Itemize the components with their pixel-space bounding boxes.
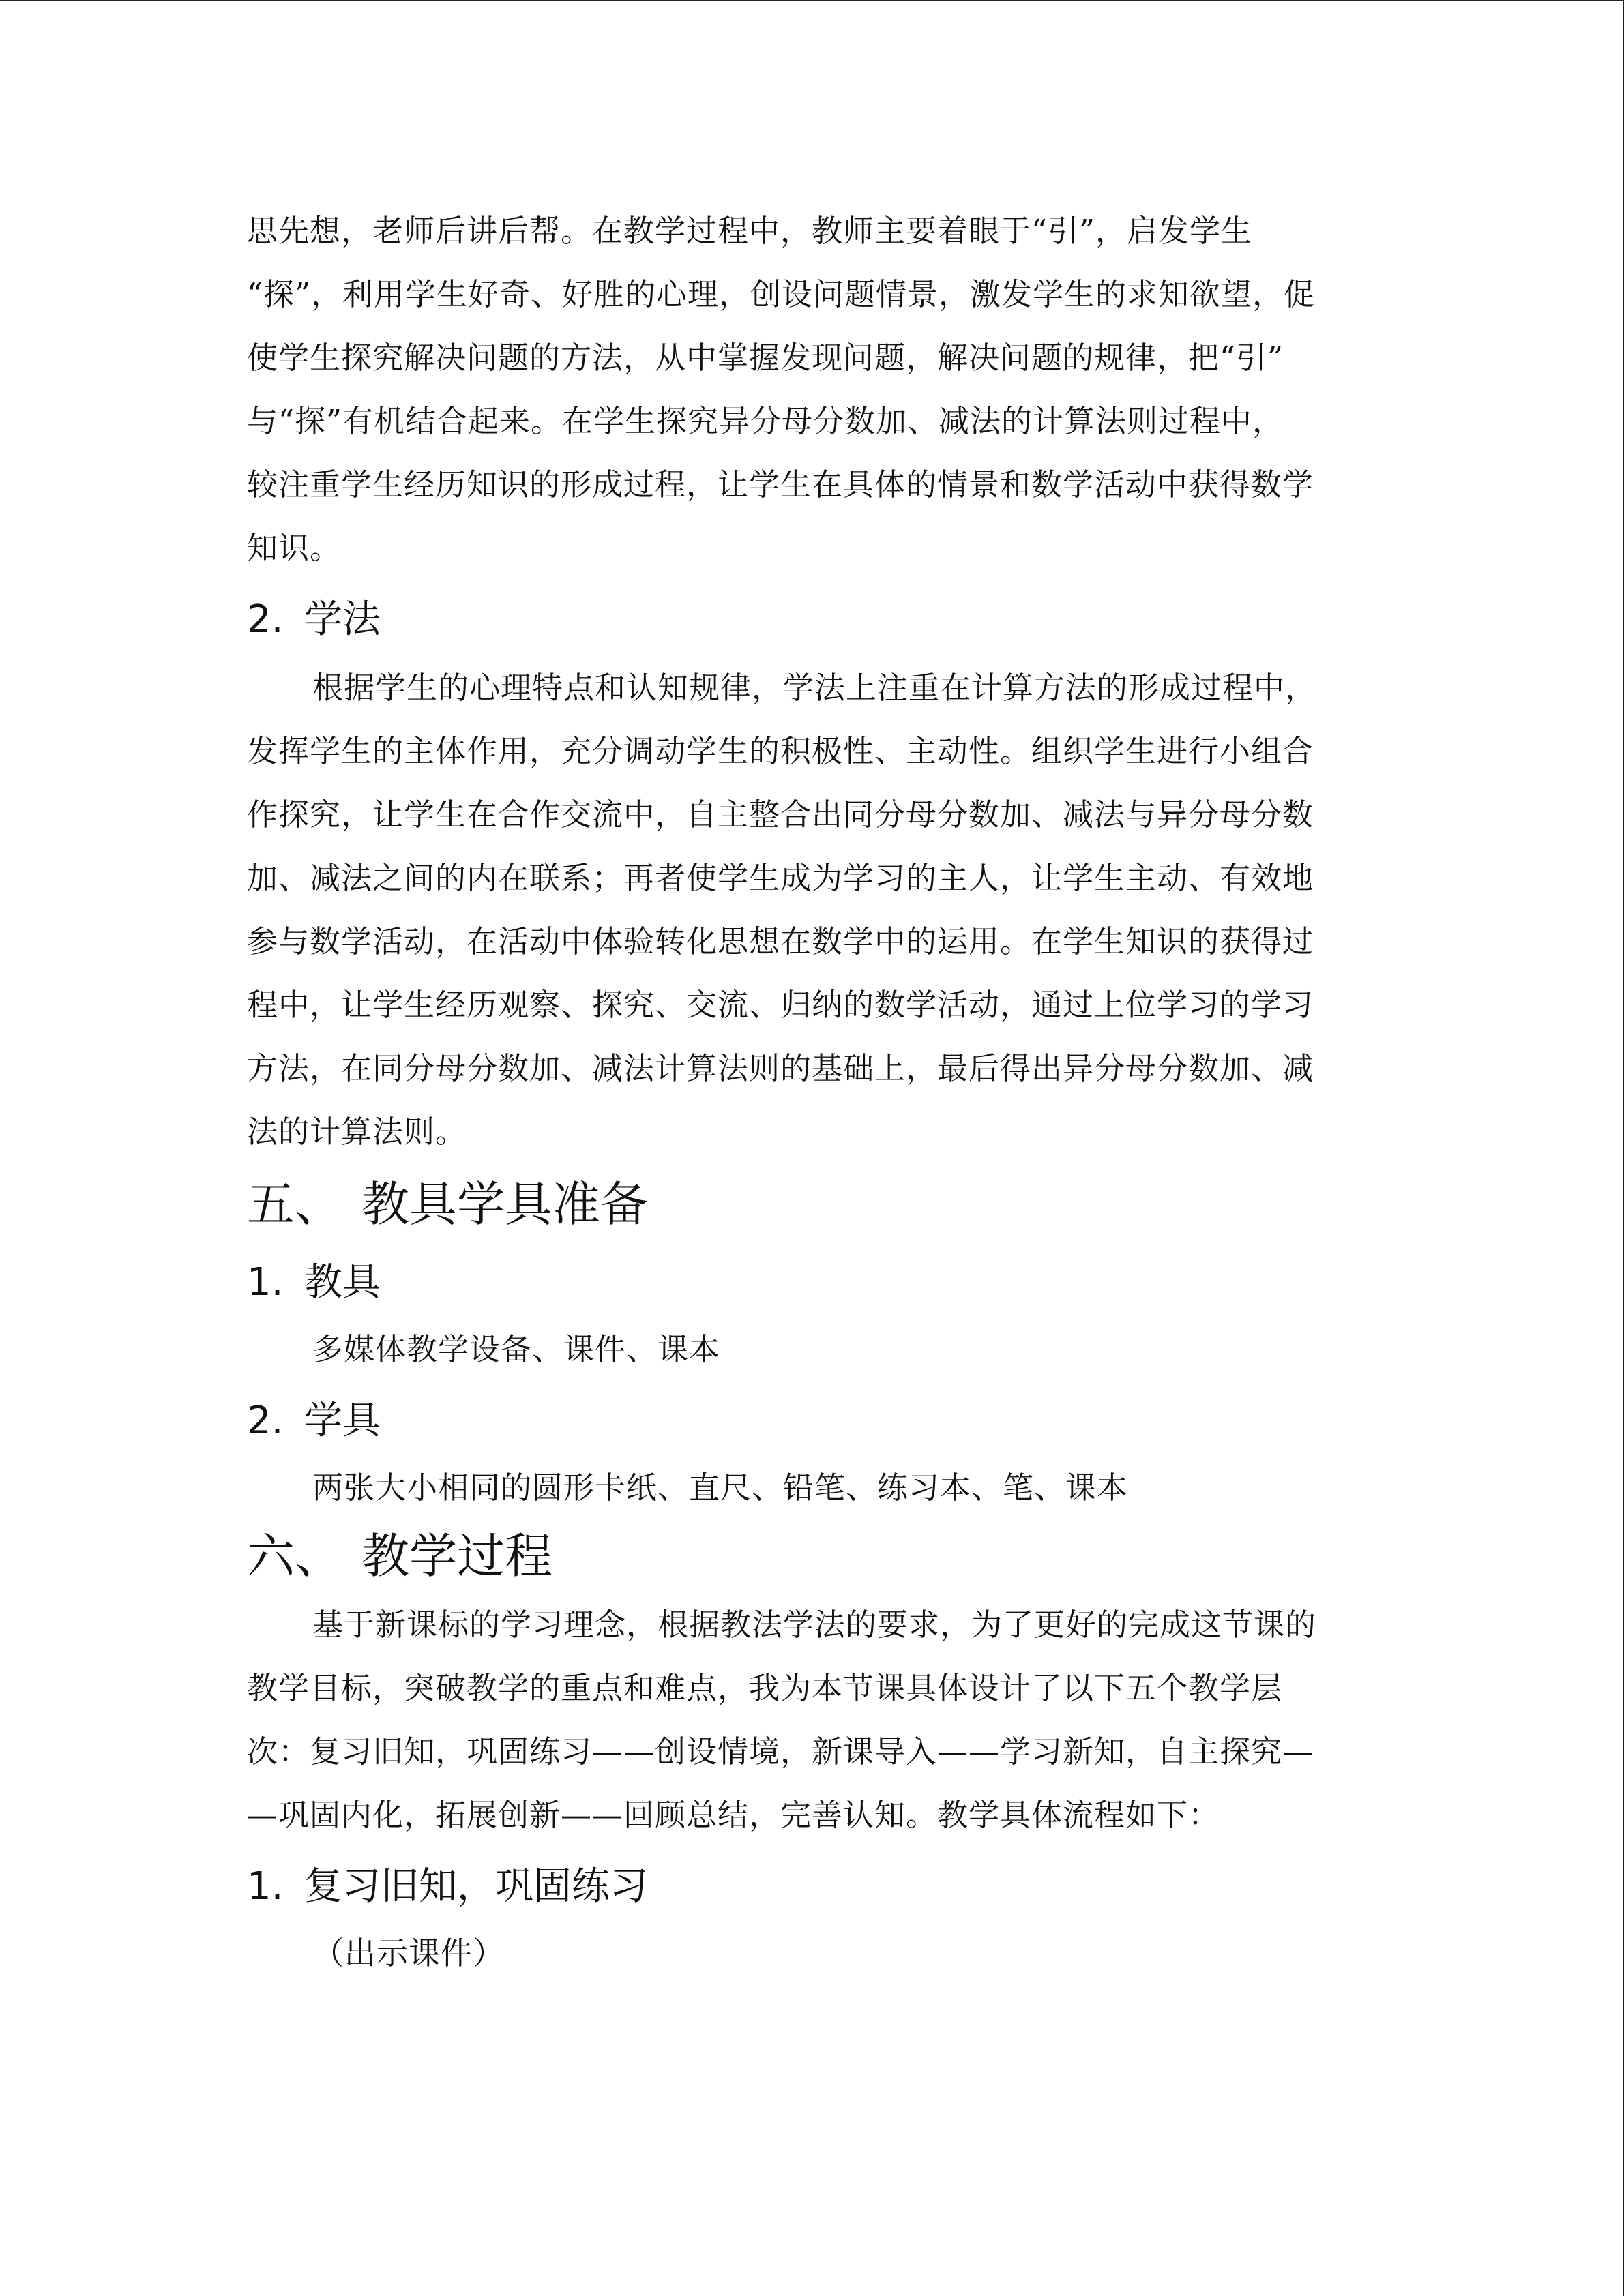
xuefa-line: 根据学生的心理特点和认知规律，学法上注重在计算方法的形成过程中， [312, 670, 1317, 706]
section6-number: 六、 [247, 1528, 342, 1584]
xueju-title: 学具 [304, 1399, 381, 1443]
xuefa-line: 参与数学活动，在活动中体验转化思想在数学中的运用。在学生知识的获得过 [247, 923, 1314, 959]
section5-heading [247, 1170, 1379, 1238]
section6-line: 次：复习旧知，巩固练习——创设情境，新课导入——学习新知，自主探究— [247, 1733, 1314, 1770]
xuefa-line: 程中，让学生经历观察、探究、交流、归纳的数学活动，通过上位学习的学习 [247, 987, 1314, 1023]
xuefa-heading [247, 588, 1379, 652]
section6-heading [247, 1522, 1379, 1590]
xuefa-line: 方法，在同分母分数加、减法计算法则的基础上，最后得出异分母分数加、减 [247, 1050, 1314, 1086]
jiaoju-title: 教具 [304, 1260, 381, 1304]
intro-line: 使学生探究解决问题的方法，从中掌握发现问题，解决问题的规律，把“引” [247, 340, 1284, 376]
jiaoju-text: 多媒体教学设备、课件、课本 [312, 1331, 721, 1367]
section5-number: 五、 [247, 1176, 342, 1232]
intro-line: 思先想，老师后讲后帮。在教学过程中，教师主要着眼于“引”，启发学生 [247, 213, 1253, 249]
jiaoju-heading [247, 1251, 1379, 1315]
step1-heading [247, 1855, 1379, 1919]
xuefa-line: 作探究，让学生在合作交流中，自主整合出同分母分数加、减法与异分母分数 [247, 796, 1314, 833]
xuefa-line: 加、减法之间的内在联系；再者使学生成为学习的主人，让学生主动、有效地 [247, 860, 1314, 896]
intro-line: 与“探”有机结合起来。在学生探究异分母分数加、减法的计算法则过程中， [247, 403, 1284, 439]
intro-line: “探”，利用学生好奇、好胜的心理，创设问题情景，激发学生的求知欲望，促 [247, 276, 1316, 312]
xuefa-paragraph [247, 656, 1379, 1163]
xuefa-number: 2. [247, 597, 284, 642]
section6-title: 教学过程 [361, 1528, 552, 1584]
intro-paragraph [247, 199, 1379, 580]
xuefa-title: 学法 [304, 597, 381, 642]
intro-line: 较注重学生经历知识的形成过程，让学生在具体的情景和数学活动中获得数学 [247, 466, 1314, 503]
xuefa-line: 发挥学生的主体作用，充分调动学生的积极性、主动性。组织学生进行小组合 [247, 733, 1314, 769]
section6-line: 教学目标，突破教学的重点和难点，我为本节课具体设计了以下五个教学层 [247, 1670, 1283, 1706]
step1-number: 1. [247, 1864, 284, 1909]
page-content [247, 199, 1379, 1985]
section6-paragraph [247, 1593, 1379, 1847]
step1-title: 复习旧知，巩固练习 [304, 1864, 648, 1909]
jiaoju-number: 1. [247, 1260, 284, 1304]
xuefa-line: 法的计算法则。 [247, 1114, 467, 1150]
xueju-number: 2. [247, 1399, 284, 1443]
section6-line: —巩固内化，拓展创新——回顾总结，完善认知。教学具体流程如下： [247, 1797, 1220, 1833]
xueju-heading [247, 1389, 1379, 1453]
step1-note: （出示课件） [312, 1935, 505, 1971]
section5-title: 教具学具准备 [361, 1176, 648, 1232]
intro-line: 知识。 [247, 530, 342, 566]
section6-line: 基于新课标的学习理念，根据教法学法的要求，为了更好的完成这节课的 [312, 1607, 1317, 1643]
xueju-text: 两张大小相同的圆形卡纸、直尺、铅笔、练习本、笔、课本 [312, 1470, 1129, 1506]
